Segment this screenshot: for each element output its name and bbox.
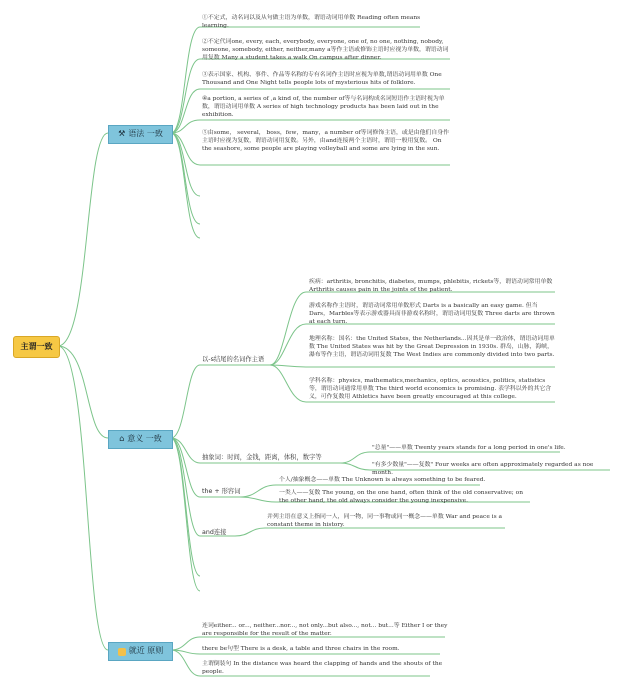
proximity-item-3: 主谓倒装句 In the distance was heard the clapping of hands and the shouts of the people.	[202, 661, 443, 675]
abstract-item-1: "总量"——单数 Twenty years stands for a long period in one's life.	[372, 445, 566, 451]
crossed-tools-icon: ⚒	[118, 129, 126, 139]
proximity-item-1: 连词either... or..., neither...nor..., not only...but also..., not... but...等 Either I or they are responsible for the result of the matter.	[202, 623, 448, 637]
root-node[interactable]	[13, 336, 60, 358]
grammar-item-4: ④a portion, a series of ,a kind of, the number of等与名词构成名词短语作主语时视为单数，谓语动词用单数 A series of high technology products has been laid out in the exhibition.	[202, 96, 445, 118]
branch-grammar[interactable]	[108, 125, 173, 144]
and-item-1: 并列主语在意义上指同一人，同一物，同一事物或同一概念——单数 War and peace is a constant theme in history.	[267, 514, 502, 528]
proximity-item-2: there be句型 There is a desk, a table and three chairs in the room.	[202, 646, 400, 652]
grammar-item-5: ⑤由some， several， boss，few，many，a number of等词修饰主语，或是由他们自身作主语时应视为复数，谓语动词用复数。另外，由and连接两个主语时，谓语一般用复数。 On the seashore, some people are playing volleyball and some are lying in the sun.	[202, 130, 450, 152]
s-nouns-item-4: 学科名称：physics, mathematics,mechanics, optics, acoustics, politics, statistics等，谓语动词通常用单数 The third world economics is promising. 表学科以外的其它含义，可作复数用 Athletics have been greatly encouraged at this college.	[309, 378, 552, 400]
grammar-item-2: ②不定代词one, every, each, everybody, everyone, one of, no one, nothing, nobody, someone, somebody, either, neither,many a等作主语或修饰主语时应视为单数，谓语动词用复数 Many a student takes a walk On campus after dinner.	[202, 39, 449, 61]
grammar-item-1: ①不定式，动名词以及从句做主语为单数，谓语动词用单数 Reading often means learning.	[202, 15, 421, 29]
branch-grammar-label: 语法 一致	[128, 129, 163, 139]
branch-meaning-label: 意义 一致	[127, 434, 162, 444]
s-nouns-item-2: 游戏名称作主语时，谓语动词常用单数形式 Darts is a basically an easy game. 但当Dars，Marbles等表示游戏器具而非游戏名称时，谓语动词用复数 Three darts are thrown at each turn.	[309, 303, 555, 325]
abstract-item-2: "有多少数量"——复数" Four weeks are often approximately regarded as noe month.	[372, 462, 594, 476]
root-label: 主谓一致	[20, 341, 53, 351]
the-adj-item-1: 个人/抽象概念——单数 The Unknown is always something to be feared.	[279, 477, 486, 483]
branch-meaning[interactable]	[108, 430, 173, 449]
branch-proximity-label: 就近 原则	[128, 646, 164, 656]
branch-proximity[interactable]	[108, 642, 173, 661]
s-nouns-item-3: 地理名称：国名：the United States, the Netherlands...因其是单一政治体，谓语动词用单数 The United States was hit by the Great Depression in 1930s. 群岛，山脉，海峡，瀑布等作主语，谓语动词用复数 The West Indies are commonly divided into two parts.	[309, 336, 555, 358]
the-adj-item-2: 一类人——复数 The young, on the one hand, often think of the old conservative; on the other hand, the old always consider the young inexpensive.	[279, 490, 523, 504]
s-nouns-item-1: 疾病：arthritis, bronchitis, diabetes, mumps, phlebitis, rickets等，谓语动词常用单数 Arthritis causes pain in the joints of the patient.	[309, 279, 553, 293]
subnode-abstract[interactable]: 抽象词：时间，金钱，距离，体积，数字等	[202, 454, 322, 461]
subnode-the-adj[interactable]: the + 形容词	[202, 488, 241, 495]
house-icon: ⌂	[119, 434, 125, 444]
subnode-s-nouns[interactable]: 以-s结尾的名词作主语	[202, 356, 265, 363]
grammar-item-3: ③表示国家、机构、事件、作品等名称的专有名词作主语时应视为单数,谓语动词用单数 One Thousand and One Night tells people lots of mysterious hits of folklore.	[202, 72, 442, 86]
subnode-and[interactable]: and连接	[202, 529, 227, 536]
nearby-icon	[118, 648, 126, 656]
